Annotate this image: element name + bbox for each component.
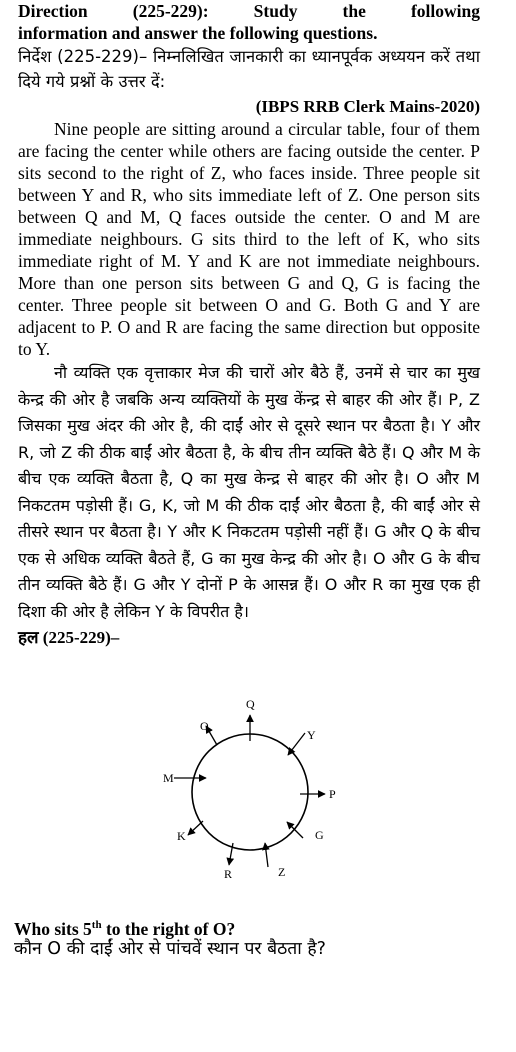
- direction-heading-en-cont: information and answer the following questions.: [18, 23, 378, 43]
- label-o: O: [200, 719, 209, 733]
- question-hindi: कौन O की दाईं ओर से पांचवें स्थान पर बैठता है?: [14, 939, 326, 959]
- label-z: Z: [278, 865, 286, 879]
- direction-heading-en: Direction (225-229): Study the following: [18, 1, 480, 21]
- arrow-k: [188, 821, 203, 835]
- direction-heading-hi: निर्देश (225-229)– निम्नलिखित जानकारी का ध्यानपूर्वक अध्ययन करें तथा दिये गये प्रश्नों के उत्तर दें:: [18, 47, 480, 91]
- label-p: P: [329, 787, 336, 801]
- seating-arrangement-diagram: [155, 695, 345, 885]
- label-r: R: [224, 867, 233, 881]
- passage-english: Nine people are sitting around a circular table, four of them are facing the center while others are facing outside the center. P sits second to the right of Z, who faces inside. Three people sit between Y and R, who sits immediate left of Z. One person sits between Q and M, Q faces outside the center. O and M are immediate neighbours. G sits third to the left of K, who sits immediate right of M. Y and K are not immediate neighbours. More than one person sits between G and Q, G is facing the center. Three people sit between O and G. Both G and Y are adjacent to P. O and R are facing the same direction but opposite to Y.: [18, 119, 480, 359]
- question-en-pre: Who sits 5: [14, 918, 92, 939]
- label-g: G: [315, 828, 324, 842]
- passage-hindi: नौ व्यक्ति एक वृत्ताकार मेज की चारों ओर बैठे हैं, उनमें से चार का मुख केन्द्र की ओर है जबकि अन्य व्यक्तियों के मुख केंन्द्र से बाहर की ओर हैं। P, Z जिसका मुख अंदर की ओर है, की दाईं ओर से दूसरे स्थान पर बैठता है। Y और R, जो Z की ठीक बाईं ओर बैठता है, के बीच तीन व्यक्ति बैठे हैं। Q और M के बीच एक व्यक्ति बैठता है, Q का मुख केन्द्र से बाहर की ओर है। O और M निकटतम पड़ोसी हैं। G, K, जो M की ठीक दाईं ओर बैठता है, की बाईं ओर से तीसरे स्थान पर बैठता है। Y और K निकटतम पड़ोसी नहीं हैं। G और Q के बीच एक से अधिक व्यक्ति बैठते हैं, G का मुख केन्द्र की ओर है। O और G के बीच तीन व्यक्ति बैठे हैं। G और Y दोनों P के आसन्न हैं। O और R का मुख एक ही दिशा की ओर है लेकिन Y के विपरीत है।: [18, 363, 480, 621]
- question-en-sup: th: [91, 919, 102, 931]
- question-en-post: to the right of O?: [101, 918, 236, 939]
- arrow-y: [288, 733, 305, 755]
- exam-reference: (IBPS RRB Clerk Mains-2020): [255, 97, 480, 116]
- label-k: K: [177, 829, 186, 843]
- solution-label: हल (225-229)–: [18, 628, 120, 647]
- document-page: [18, 0, 480, 649]
- label-m: M: [163, 771, 174, 785]
- label-y: Y: [307, 728, 316, 742]
- label-q: Q: [246, 697, 255, 711]
